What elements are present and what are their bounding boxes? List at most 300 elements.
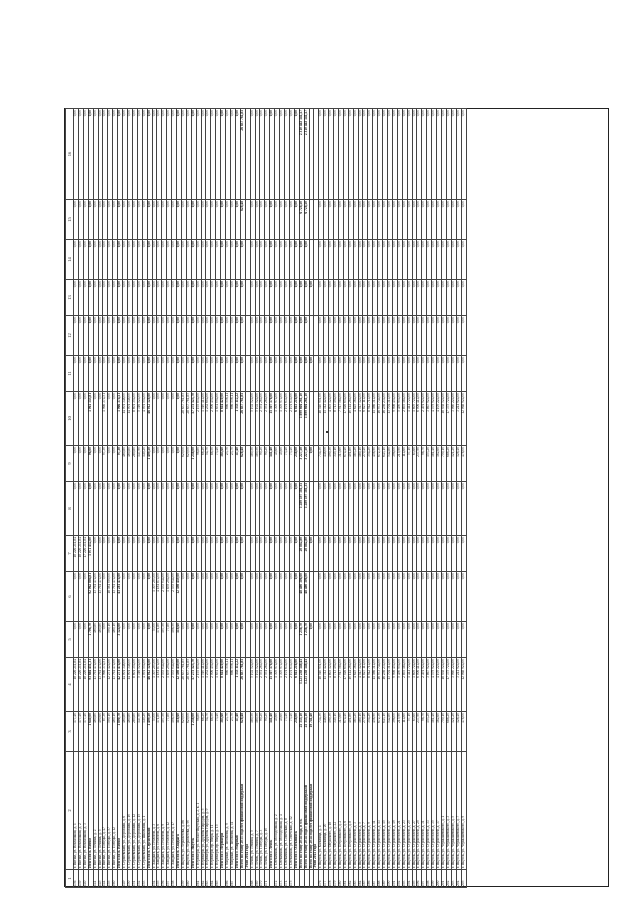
value-cell: 0,00 [240, 240, 245, 280]
row-index-cell: 162 [201, 870, 206, 888]
address-cell: г. Витим, ул. Вокзальная, д. 1 [74, 752, 79, 870]
value-cell: 0,00 [329, 240, 334, 280]
value-cell: 0,00 [378, 200, 383, 240]
value-cell: 0,00 [201, 109, 206, 200]
value-cell: 0,00 [83, 109, 88, 200]
value-cell: 0,00 [373, 109, 378, 200]
address-cell: г. Ленск, ул. Победы, д. 3 [260, 752, 265, 870]
value-cell: 0,00 [373, 240, 378, 280]
value-cell: 345,10 [334, 446, 339, 482]
value-cell: 0,00 [461, 200, 466, 240]
value-cell: 8 713 194,00 [334, 658, 339, 712]
value-cell: 0,00 [93, 240, 98, 280]
value-cell: 0,00 [373, 280, 378, 316]
value-cell: 0,00 [196, 356, 201, 392]
value-cell: 2 310 443 141,57 [299, 109, 304, 200]
value-cell: 0,00 [407, 200, 412, 240]
value-cell: 18 540 951,00 [319, 392, 324, 446]
value-cell: 0,00 [177, 392, 182, 446]
value-cell: 0,00 [368, 572, 373, 622]
value-cell: 0,00 [260, 240, 265, 280]
value-cell: 0,00 [123, 356, 128, 392]
value-cell: 90,20 [265, 446, 270, 482]
value-cell: 1 289 197 181,35 [304, 482, 309, 536]
value-cell: 0,00 [368, 622, 373, 658]
value-cell: 0,00 [353, 200, 358, 240]
value-cell: 0,00 [388, 316, 393, 356]
value-cell: 0,00 [98, 356, 103, 392]
column-header: 13 [66, 280, 74, 316]
value-cell: 750,10 [441, 712, 446, 752]
value-cell: 73,40 [216, 712, 221, 752]
value-cell: 0,00 [284, 316, 289, 356]
value-cell: 0,00 [142, 316, 147, 356]
value-cell: 0,00 [461, 280, 466, 316]
value-cell: 0,00 [270, 622, 275, 658]
value-cell: 0,00 [157, 446, 162, 482]
value-cell: 1 061 153,81 [88, 392, 93, 446]
value-cell: 18 581 000,00 [108, 572, 113, 622]
value-cell: 0,00 [456, 316, 461, 356]
value-cell: 45,60 [280, 712, 285, 752]
value-cell: 270,40 [363, 446, 368, 482]
value-cell: 0,00 [142, 572, 147, 622]
row-index-cell: 189 [383, 870, 388, 888]
value-cell: 0,00 [275, 200, 280, 240]
row-index-cell: 190 [388, 870, 393, 888]
value-cell: 19 741,40 [309, 712, 314, 752]
value-cell: 0,00 [98, 240, 103, 280]
value-cell: 0,00 [157, 482, 162, 536]
address-cell: г. Олекминск, ул. Молодежная, д. 2 [275, 752, 280, 870]
value-cell: 26 837 761,85 [240, 658, 245, 712]
value-cell: 237,90 [417, 712, 422, 752]
value-cell: 0,00 [196, 622, 201, 658]
value-cell: 0,00 [441, 280, 446, 316]
value-cell: 0,00 [181, 200, 186, 240]
value-cell: 0,00 [191, 280, 196, 316]
value-cell: 0,00 [231, 240, 236, 280]
value-cell: 0,00 [383, 356, 388, 392]
value-cell: 0,00 [186, 240, 191, 280]
value-cell: 98,70 [422, 446, 427, 482]
value-cell: 0,00 [147, 280, 152, 316]
value-cell: 0,00 [181, 482, 186, 536]
column-header: 9 [66, 446, 74, 482]
value-cell: 448,00 [324, 712, 329, 752]
value-cell: 0,00 [437, 109, 442, 200]
value-cell: 0,00 [432, 482, 437, 536]
value-cell: 0,00 [353, 536, 358, 572]
value-cell: 0,00 [353, 109, 358, 200]
value-cell: 0,00 [250, 280, 255, 316]
value-cell: 0,00 [132, 109, 137, 200]
value-cell: 0,00 [446, 572, 451, 622]
value-cell: 0,00 [250, 356, 255, 392]
value-cell: 5 450 954,00 [397, 392, 402, 446]
address-cell: г. Хандыга, ул. Геологов, д. 3 [152, 752, 157, 870]
value-cell: 0,00 [284, 200, 289, 240]
value-cell: 0,00 [113, 200, 118, 240]
value-cell: 0,00 [98, 316, 103, 356]
value-cell: 0,00 [446, 482, 451, 536]
value-cell: 0,00 [167, 240, 172, 280]
address-cell: г. Якутск, ул. Лермонтова, д. 86 [181, 752, 186, 870]
value-cell: 0,00 [422, 280, 427, 316]
value-cell: 147,90 [137, 712, 142, 752]
value-cell: 0,00 [118, 482, 123, 536]
value-cell: 0,00 [167, 109, 172, 200]
value-cell: 0,00 [363, 316, 368, 356]
value-cell: 0,00 [334, 572, 339, 622]
value-cell: 0,00 [137, 280, 142, 316]
value-cell: 0,00 [172, 316, 177, 356]
value-cell: 734,30 [319, 712, 324, 752]
value-cell: 0,00 [461, 536, 466, 572]
value-cell: 0,00 [172, 280, 177, 316]
value-cell: 0,00 [432, 622, 437, 658]
value-cell: 0,00 [378, 622, 383, 658]
value-cell: 0,00 [334, 240, 339, 280]
address-cell: г. Якутск, ул. Строителей, д. 21 [397, 752, 402, 870]
value-cell: 15 307 576,00 [270, 392, 275, 446]
value-cell: 0,00 [132, 316, 137, 356]
address-cell: г. Якутск, ул. Строителей, д. 25 [407, 752, 412, 870]
row-index-cell: 187 [373, 870, 378, 888]
value-cell: 0,00 [260, 572, 265, 622]
value-cell: 1 441 724,00 [407, 658, 412, 712]
value-cell: 629,00 [186, 712, 191, 752]
value-cell: 0,00 [412, 316, 417, 356]
value-cell: 0,00 [191, 356, 196, 392]
value-cell: 1 236,70 [304, 622, 309, 658]
value-cell: 0,00 [368, 109, 373, 200]
value-cell: 1 966 374,51 [103, 392, 108, 446]
value-cell: 0,00 [289, 572, 294, 622]
value-cell: 674,40 [343, 446, 348, 482]
value-cell: 0,00 [196, 572, 201, 622]
value-cell: 0,00 [270, 572, 275, 622]
value-cell: 0,00 [456, 109, 461, 200]
value-cell: 2 893 184,00 [402, 658, 407, 712]
value-cell: 0,00 [427, 200, 432, 240]
address-cell: г. Витим, ул. Ленина, д. 5 [98, 752, 103, 870]
address-cell: Всего по этапу 2014 года, в т.ч. [299, 752, 304, 870]
value-cell: 0,00 [226, 572, 231, 622]
value-cell: 0,00 [235, 240, 240, 280]
value-cell: 0,00 [329, 622, 334, 658]
value-cell: 0,00 [432, 200, 437, 240]
value-cell: 0,00 [422, 482, 427, 536]
value-cell: 0,00 [235, 572, 240, 622]
value-cell: 2 551 264,00 [260, 392, 265, 446]
value-cell: 0,00 [441, 109, 446, 200]
value-cell: 1 510 414,00 [201, 658, 206, 712]
value-cell: 0,00 [216, 200, 221, 240]
value-cell: 313,60 [338, 712, 343, 752]
value-cell: 2 006 454,00 [211, 658, 216, 712]
value-cell: 0,00 [348, 622, 353, 658]
value-cell: 0,00 [397, 240, 402, 280]
value-cell: 688,20 [446, 446, 451, 482]
value-cell: 0,00 [167, 392, 172, 446]
value-cell: 0,00 [363, 109, 368, 200]
value-cell: 140,20 [142, 712, 147, 752]
value-cell: 0,00 [329, 536, 334, 572]
value-cell: 0,00 [221, 536, 226, 572]
row-index-cell: 165 [216, 870, 221, 888]
value-cell: 0,00 [132, 536, 137, 572]
row-index-cell: 136 [74, 870, 79, 888]
value-cell: 0,00 [407, 482, 412, 536]
value-cell: 0,00 [275, 109, 280, 200]
row-index-cell: 169 [255, 870, 260, 888]
value-cell: 45,60 [280, 446, 285, 482]
value-cell: 0,00 [196, 316, 201, 356]
value-cell: 0,00 [113, 240, 118, 280]
address-cell: г. Якутск, ул. Чернышевского, д. 7 [456, 752, 461, 870]
value-cell: 0,00 [132, 200, 137, 240]
value-cell: 0,00 [201, 622, 206, 658]
value-cell: 0,00 [108, 482, 113, 536]
row-index-cell: 161 [196, 870, 201, 888]
value-cell: 460,80 [127, 446, 132, 482]
value-cell: 26 837 761,85 [240, 392, 245, 446]
value-cell: 0,00 [196, 200, 201, 240]
value-cell: 0,00 [402, 109, 407, 200]
value-cell: 0,00 [338, 622, 343, 658]
value-cell: 2 101 634,00 [284, 392, 289, 446]
value-cell: 181,40 [432, 712, 437, 752]
value-cell: 750,10 [441, 446, 446, 482]
value-cell: 0,00 [348, 200, 353, 240]
address-cell: г. Якутск, ул. Ойунского, д. 22 [334, 752, 339, 870]
address-cell: г. Якутск, ул. Строителей, д. 19 [392, 752, 397, 870]
value-cell: 46 012 128,00 [147, 658, 152, 712]
landscape-table-page [65, 109, 610, 888]
value-cell: 460,80 [123, 712, 128, 752]
value-cell: 0,00 [157, 200, 162, 240]
value-cell: 2 893 184,00 [402, 392, 407, 446]
value-cell: 4 091 554,00 [142, 658, 147, 712]
value-cell: 13 761 474,00 [113, 658, 118, 712]
value-cell: 5 102 524,00 [255, 658, 260, 712]
value-cell: 114,60 [402, 712, 407, 752]
value-cell: 190,30 [329, 712, 334, 752]
value-cell: 0,00 [98, 482, 103, 536]
value-cell: 0,00 [388, 240, 393, 280]
value-cell: 500,10 [108, 712, 113, 752]
value-cell: 0,00 [221, 572, 226, 622]
value-cell: 0,00 [270, 316, 275, 356]
value-cell: 0,00 [113, 356, 118, 392]
value-cell: 53,00 [152, 622, 157, 658]
value-cell: 0,00 [324, 316, 329, 356]
address-cell: г. Мирный, ул. Тихонова, д. 11 [231, 752, 236, 870]
value-cell: 0,00 [402, 200, 407, 240]
value-cell: 0,00 [319, 622, 324, 658]
value-cell: 460,80 [93, 622, 98, 658]
value-cell: 0,00 [284, 240, 289, 280]
value-cell: 5 316 524,00 [137, 392, 142, 446]
value-cell: 4 547 124,00 [358, 658, 363, 712]
address-cell: г. Нерюнгри, ул. Дружбы Народов, д. 5 [201, 752, 206, 870]
table-body [74, 109, 467, 888]
value-cell: 0,00 [162, 536, 167, 572]
address-cell: г. Якутск, ул. Строителей, д. 13 [378, 752, 383, 870]
value-cell: 0,00 [74, 316, 79, 356]
address-cell: г. Олекминск, ул. Советская, д. 12 [289, 752, 294, 870]
value-cell: 180,50 [250, 712, 255, 752]
value-cell: 0,00 [441, 316, 446, 356]
value-cell: 0,00 [147, 200, 152, 240]
value-cell: 0,00 [319, 316, 324, 356]
row-index-cell: 195 [412, 870, 417, 888]
value-cell: 0,00 [358, 356, 363, 392]
value-cell: 0,00 [289, 109, 294, 200]
row-index-cell: 158 [172, 870, 177, 888]
value-cell: 2 551 264,00 [265, 392, 270, 446]
value-cell: 0,00 [417, 536, 422, 572]
value-cell: 0,00 [167, 356, 172, 392]
address-cell: г. Якутск, ул. Чернышевского, д. 3 [446, 752, 451, 870]
address-cell: г. Якутск, ул. Строителей, д. 5 [358, 752, 363, 870]
value-cell: 108,50 [172, 622, 177, 658]
value-cell: 2 193 854,00 [196, 392, 201, 446]
value-cell: 98,80 [196, 712, 201, 752]
value-cell: 0,00 [373, 316, 378, 356]
value-cell: 3 124,00 [118, 622, 123, 658]
value-cell: 0,00 [397, 316, 402, 356]
value-cell: 0,00 [432, 109, 437, 200]
row-index-cell: 166 [226, 870, 231, 888]
value-cell: 0,00 [172, 392, 177, 446]
value-cell: 0,00 [265, 572, 270, 622]
value-cell: 0,00 [427, 109, 432, 200]
value-cell: 0,00 [186, 316, 191, 356]
value-cell: 0,00 [294, 109, 299, 200]
value-cell: 0,00 [123, 482, 128, 536]
value-cell: 1 305 974,00 [280, 392, 285, 446]
value-cell: 0,00 [211, 200, 216, 240]
value-cell: 0,00 [402, 356, 407, 392]
value-cell: 460,80 [98, 622, 103, 658]
value-cell: 0,00 [280, 240, 285, 280]
value-cell: 0,00 [132, 240, 137, 280]
value-cell: 96,00 [88, 446, 93, 482]
value-cell: 0,00 [157, 240, 162, 280]
value-cell: 88,50 [211, 712, 216, 752]
value-cell: 0,00 [358, 200, 363, 240]
value-cell: 0,00 [83, 446, 88, 482]
value-cell: 13 704 314,00 [388, 392, 393, 446]
value-cell: 0,00 [137, 482, 142, 536]
value-cell: 1 651 094,00 [216, 392, 221, 446]
value-cell: 18 226 211,84 [74, 658, 79, 712]
value-cell: 0,00 [103, 482, 108, 536]
value-cell: 12 271 424,00 [108, 658, 113, 712]
value-cell: 4 803 124,00 [329, 658, 334, 712]
value-cell: 0,00 [137, 200, 142, 240]
value-cell: 3 221 238 148,45 [304, 658, 309, 712]
value-cell: 0,00 [142, 280, 147, 316]
value-cell: 0,00 [329, 280, 334, 316]
value-cell: 0,00 [211, 536, 216, 572]
value-cell: 171,80 [157, 712, 162, 752]
address-cell: г. Якутск, ул. Строителей, д. 11 [373, 752, 378, 870]
value-cell: 5 102 524,00 [250, 658, 255, 712]
value-cell: 0,00 [363, 536, 368, 572]
value-cell: 0,00 [196, 482, 201, 536]
value-cell: 0,00 [98, 200, 103, 240]
value-cell: 0,00 [334, 536, 339, 572]
value-cell: 0,00 [392, 622, 397, 658]
value-cell: 0,00 [417, 240, 422, 280]
value-cell: 0,00 [211, 280, 216, 316]
value-cell: 0,00 [427, 356, 432, 392]
value-cell: 0,00 [363, 622, 368, 658]
value-cell: 0,00 [280, 200, 285, 240]
value-cell: 0,00 [206, 572, 211, 622]
address-cell: г. Витим, ул. Победы, д. 12 [113, 752, 118, 870]
value-cell: 0,00 [167, 446, 172, 482]
value-cell: 0,00 [451, 536, 456, 572]
value-cell: 0,00 [255, 572, 260, 622]
value-cell: 0,00 [324, 536, 329, 572]
value-cell: 0,00 [368, 280, 373, 316]
value-cell: 0,00 [250, 316, 255, 356]
address-cell: г. Якутск, ул. Строителей, д. 23 [402, 752, 407, 870]
value-cell: 0,00 [348, 572, 353, 622]
value-cell: 47,40 [235, 446, 240, 482]
value-cell: 0,00 [299, 356, 304, 392]
value-cell: 0,00 [284, 109, 289, 200]
value-cell: 0,00 [103, 200, 108, 240]
value-cell: 0,00 [137, 316, 142, 356]
address-cell: г. Якутск, ул. Строителей, д. 7 [363, 752, 368, 870]
value-cell: 0,00 [186, 572, 191, 622]
value-cell: 0,00 [177, 109, 182, 200]
value-cell: 0,00 [368, 316, 373, 356]
address-cell: г. Ленск, ул. Победы, д. 10 [265, 752, 270, 870]
value-cell: 0,00 [412, 622, 417, 658]
value-cell: 0,00 [255, 109, 260, 200]
value-cell: 0,00 [211, 240, 216, 280]
value-cell: 14 001 348,00 [127, 392, 132, 446]
value-cell: 628,48 [240, 200, 245, 240]
value-cell: 0,00 [260, 622, 265, 658]
row-index-cell: 185 [363, 870, 368, 888]
value-cell: 0,00 [211, 482, 216, 536]
value-cell: 4 091 554,00 [142, 392, 147, 446]
value-cell: 0,00 [343, 356, 348, 392]
value-cell: 0,00 [378, 482, 383, 536]
value-cell: 542,80 [388, 446, 393, 482]
value-cell: 2 491 924,00 [422, 658, 427, 712]
value-cell: 0,00 [451, 316, 456, 356]
value-cell: 1 305 974,00 [275, 658, 280, 712]
value-cell: 0,00 [280, 536, 285, 572]
value-cell: 0,00 [280, 572, 285, 622]
value-cell: 0,00 [172, 109, 177, 200]
value-cell: 57,10 [407, 446, 412, 482]
value-cell: 0,00 [221, 356, 226, 392]
value-cell: 0,00 [368, 240, 373, 280]
value-cell: 0,00 [456, 482, 461, 536]
value-cell: 4 579 924,00 [432, 392, 437, 446]
value-cell: 0,00 [388, 200, 393, 240]
row-index-cell: 160 [186, 870, 191, 888]
